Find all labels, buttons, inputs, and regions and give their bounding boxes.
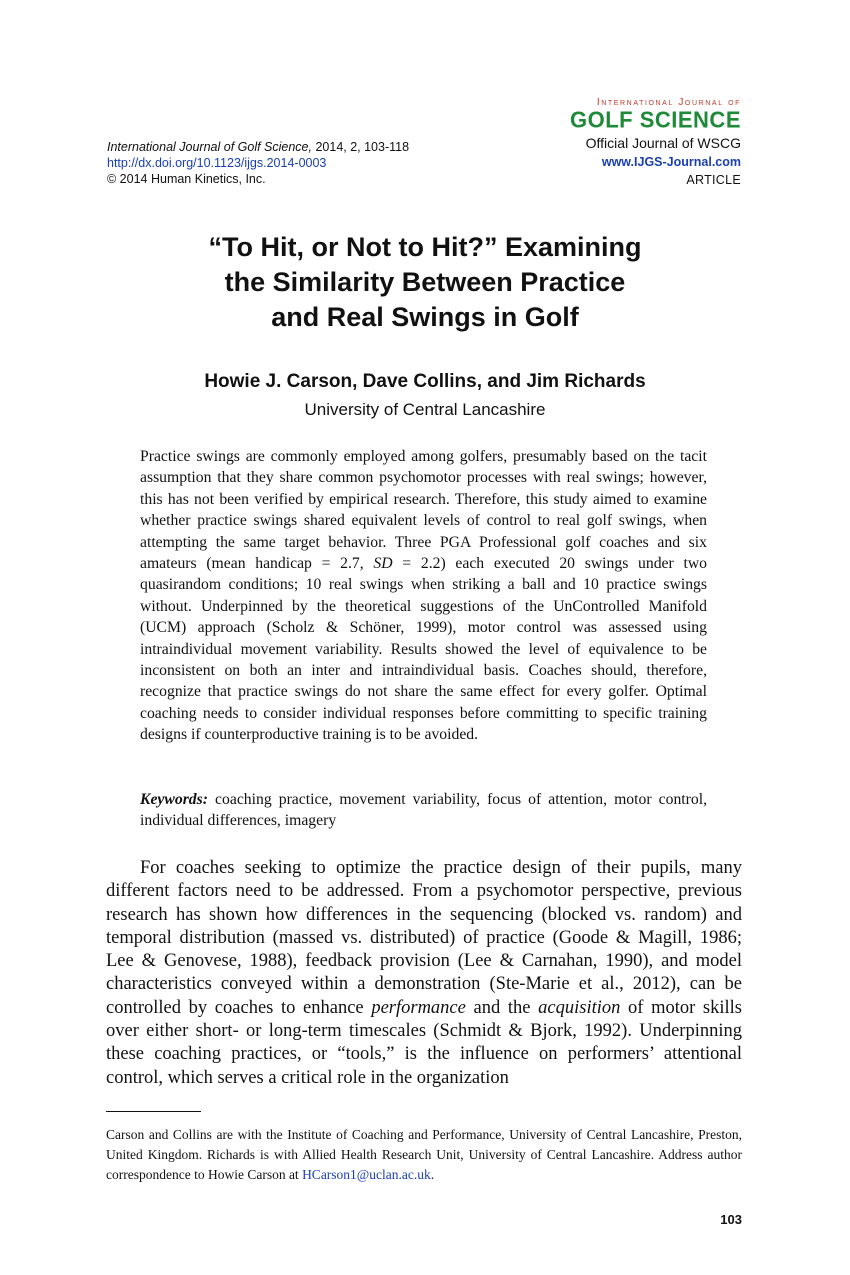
- footnote-text: Carson and Collins are with the Institute of Coaching and Performance, University of Central Lancashire, Preston, United Kingdom. Richards is with Allied Health Research Unit, University of Central Lancashire. Address author correspondence to Howie Carson at: [106, 1127, 742, 1182]
- abstract-text-1: Practice swings are commonly employed among golfers, presumably based on the tacit assumption that they share common psychomotor processes with real swings; however, this has not been verified by empirical research. Therefore, this study aimed to examine whether practice swings shared equivalent levels of control to real golf swings, when attempting the same target behavior. Three PGA Professional golf coaches and six amateurs (mean handicap = 2.7,: [140, 448, 707, 573]
- article-type: ARTICLE: [686, 173, 741, 187]
- title-line-2: the Similarity Between Practice: [224, 267, 626, 297]
- keywords-label: Keywords:: [140, 791, 208, 808]
- journal-details: 2014, 2, 103-118: [311, 140, 410, 154]
- footnote-end: .: [430, 1167, 435, 1182]
- golf-science-logo: GOLF SCIENCE: [569, 106, 741, 133]
- author-list: Howie J. Carson, Dave Collins, and Jim Richards: [204, 371, 646, 392]
- journal-website-link[interactable]: www.IJGS-Journal.com: [601, 155, 741, 169]
- doi-link[interactable]: http://dx.doi.org/10.1123/ijgs.2014-0003: [107, 156, 327, 170]
- official-journal: Official Journal of WSCG: [585, 135, 741, 151]
- abstract-text-2: = 2.2) each executed 20 swings under two quasirandom conditions; 10 real swings when striking a ball and 10 practice swings without. Underpinned by the theoretical suggestions of the UnControlled Manifold (UCM) approach (Scholz & Schöner, 1999), motor control was assessed using intraindividual movement variability. Results showed the level of equivalence to be inconsistent on both an inter and intraindividual basis. Coaches should, therefore, recognize that practice swings do not share the same effect for every golfer. Optimal coaching needs to consider individual responses before committing to specific training designs if counterproductive training is to be avoided.: [140, 555, 707, 744]
- journal-name: International Journal of Golf Science,: [107, 140, 312, 154]
- abstract: [140, 446, 707, 746]
- keywords: [140, 789, 707, 832]
- keywords-text: coaching practice, movement variability, focus of attention, motor control, individual differences, imagery: [140, 791, 707, 830]
- journal-citation: [107, 139, 409, 155]
- body-text-2: and the: [465, 997, 539, 1018]
- affiliation: University of Central Lancashire: [304, 400, 546, 419]
- page-number: 103: [720, 1212, 742, 1227]
- footnote: [106, 1125, 742, 1185]
- footnote-divider: [106, 1111, 201, 1112]
- citation-block: [107, 139, 409, 187]
- body-text-1: For coaches seeking to optimize the practice design of their pupils, many different factors need to be addressed. From a psychomotor perspective, previous research has shown how differences in the sequencing (blocked vs. random) and temporal distribution (massed vs. distributed) of practice (Goode & Magill, 1986; Lee & Genovese, 1988), feedback provision (Lee & Carnahan, 1990), and model characteristics conveyed within a demonstration (Ste-Marie et al., 2012), can be controlled by coaches to enhance: [106, 858, 742, 1018]
- body-paragraph: [106, 857, 742, 1090]
- journal-brand: [570, 97, 741, 190]
- author-email-link[interactable]: HCarson1@uclan.ac.uk: [302, 1167, 431, 1182]
- body-emphasis-performance: performance: [371, 997, 466, 1018]
- abstract-sd: SD: [373, 555, 393, 573]
- article-title: [0, 230, 850, 335]
- body-text-3: of motor skills over either short- or long-term timescales (Schmidt & Bjork, 1992). Underpinning these coaching practices, or “tools,” is the influence on performers’ attentional control, which serves a critical role in the organization: [106, 997, 743, 1088]
- title-line-3: and Real Swings in Golf: [271, 302, 579, 332]
- brand-intl-line: International Journal of: [596, 97, 741, 108]
- title-line-1: “To Hit, or Not to Hit?” Examining: [208, 232, 642, 262]
- copyright: © 2014 Human Kinetics, Inc.: [107, 172, 266, 186]
- body-emphasis-acquisition: acquisition: [538, 997, 621, 1018]
